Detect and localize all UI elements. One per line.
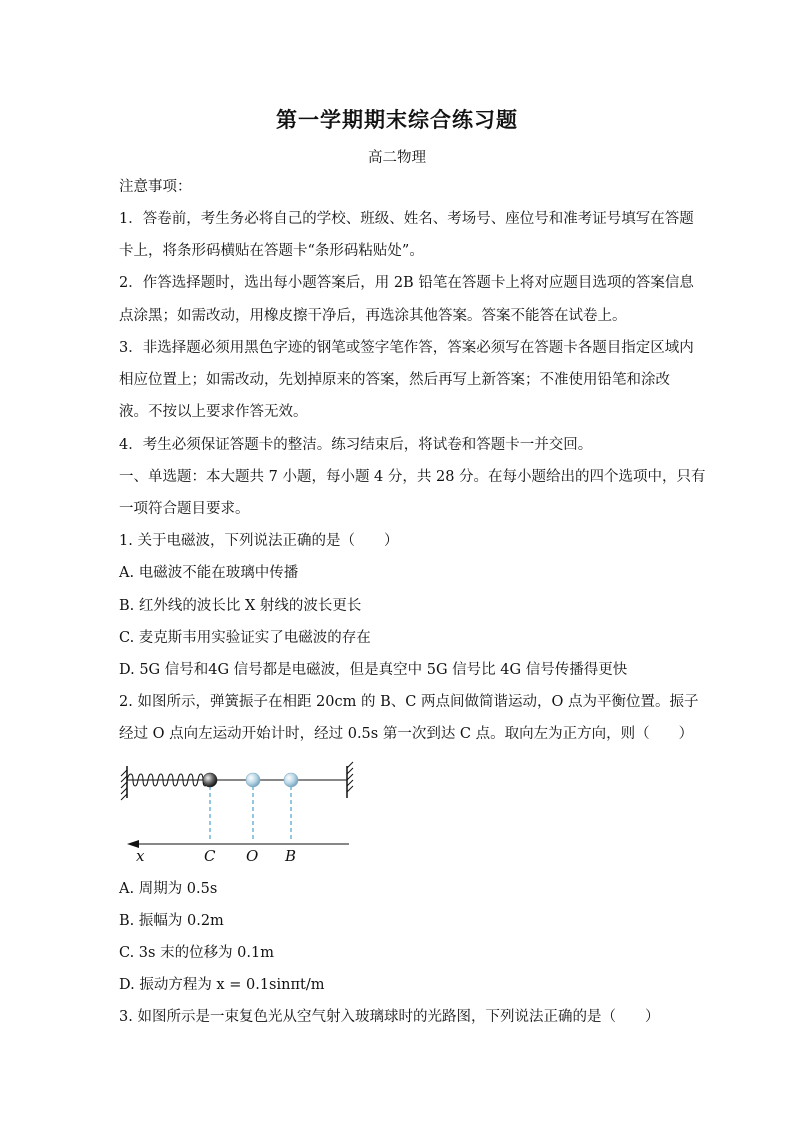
notice-line: 相应位置上；如需改动，先划掉原来的答案，然后再写上新答案；不准使用铅笔和涂改 (119, 372, 670, 388)
notice-heading: 注意事项： (119, 179, 192, 195)
notice-line: 2．作答选择题时，选出每小题答案后，用 2B 铅笔在答题卡上将对应题目选项的答案信息 (119, 275, 694, 291)
ball-position-b (284, 773, 298, 787)
question-2-stem: 经过 O 点向左运动开始计时，经过 0.5s 第一次到达 C 点。取向左为正方向，则（ ） (119, 726, 694, 742)
notice-line: 4．考生必须保证答题卡的整洁。练习结束后，将试卷和答题卡一并交回。 (119, 437, 593, 453)
label-b: B (285, 847, 297, 865)
label-x: x (136, 847, 145, 865)
question-3-stem: 3. 如图所示是一束复色光从空气射入玻璃球时的光路图，下列说法正确的是（ ） (119, 1009, 660, 1025)
left-wall (121, 766, 127, 800)
question-2-option-d: D. 振动方程为 x = 0.1sinπt/m (119, 977, 325, 993)
right-wall (347, 762, 353, 798)
notice-line: 卡上，将条形码横贴在答题卡“条形码粘贴处”。 (119, 243, 424, 259)
question-2-option-c: C. 3s 末的位移为 0.1m (119, 945, 274, 961)
section-heading: 一、单选题：本大题共 7 小题，每小题 4 分，共 28 分。在每小题给出的四个选项中，只有 (119, 469, 706, 485)
notice-line: 液。不按以上要求作答无效。 (119, 404, 308, 420)
ball-position-o (246, 773, 260, 787)
question-1-option-a: A. 电磁波不能在玻璃中传播 (119, 565, 299, 581)
notice-line: 1．答卷前，考生务必将自己的学校、班级、姓名、考场号、座位号和准考证号填写在答题 (119, 211, 694, 227)
notice-line: 点涂黑；如需改动，用橡皮擦干净后，再选涂其他答案。答案不能答在试卷上。 (119, 308, 627, 324)
question-1-option-c: C. 麦克斯韦用实验证实了电磁波的存在 (119, 630, 371, 646)
question-2-stem: 2. 如图所示，弹簧振子在相距 20cm 的 B、C 两点间做简谐运动，O 点为平衡位置。振子 (119, 694, 699, 710)
question-1-stem: 1. 关于电磁波，下列说法正确的是（ ） (119, 533, 399, 549)
question-1-option-b: B. 红外线的波长比 X 射线的波长更长 (119, 598, 362, 614)
section-heading: 一项符合题目要求。 (119, 501, 250, 517)
spring-oscillator-figure (119, 758, 369, 868)
exam-subtitle: 高二物理 (368, 150, 426, 166)
oscillator-ball (203, 773, 217, 787)
exam-title: 第一学期期末综合练习题 (276, 107, 518, 132)
label-o: O (246, 847, 259, 865)
question-2-option-a: A. 周期为 0.5s (119, 881, 218, 897)
question-2-option-b: B. 振幅为 0.2m (119, 913, 224, 929)
label-c: C (204, 847, 216, 865)
question-1-option-d: D. 5G 信号和4G 信号都是电磁波，但是真空中 5G 信号比 4G 信号传播得更快 (119, 662, 628, 678)
notice-line: 3．非选择题必须用黑色字迹的钢笔或签字笔作答，答案必须写在答题卡各题目指定区域内 (119, 340, 694, 356)
